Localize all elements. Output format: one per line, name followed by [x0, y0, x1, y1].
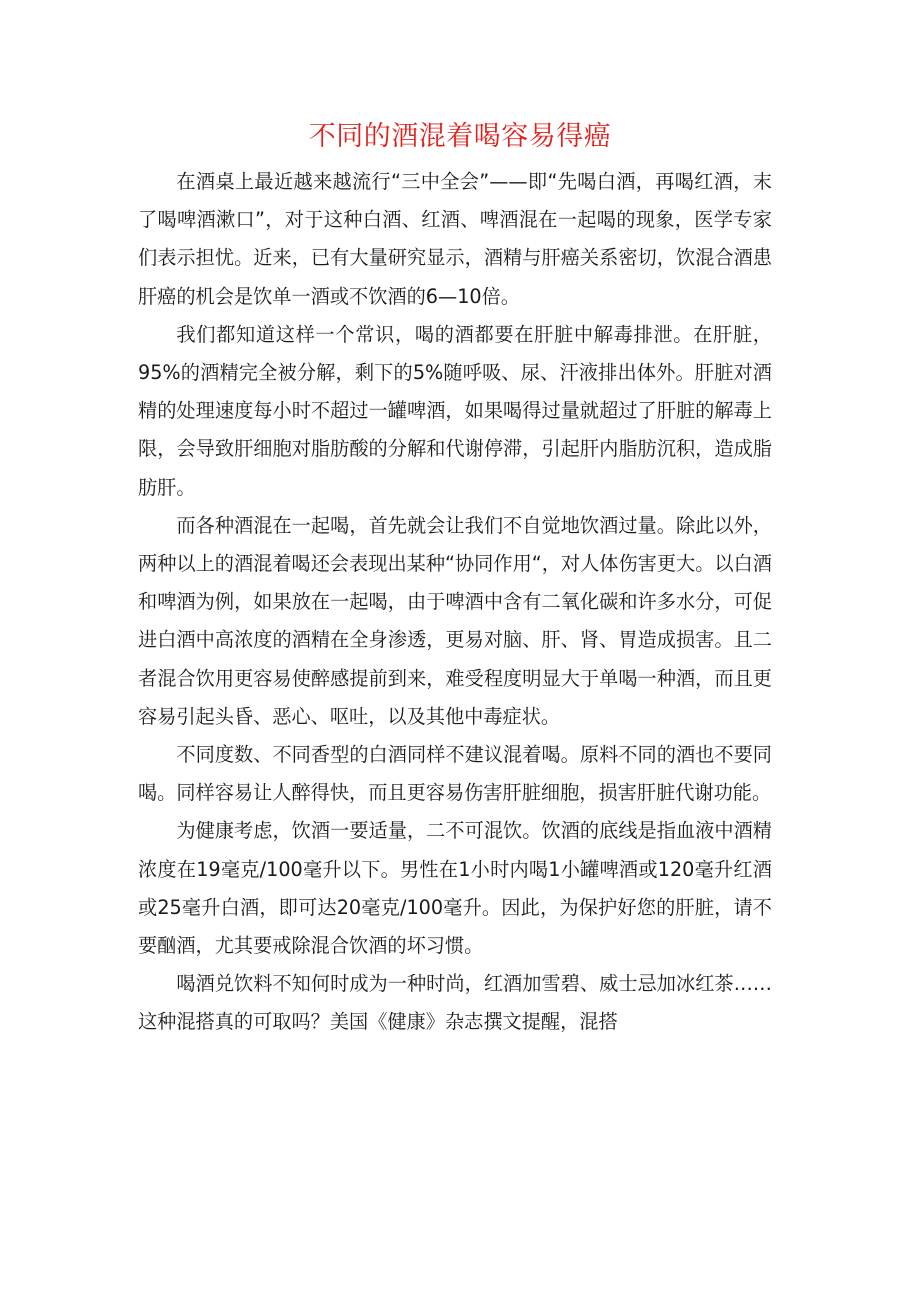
paragraph: 为健康考虑，饮酒一要适量，二不可混饮。饮酒的底线是指血液中酒精浓度在19毫克/100毫升以下。男性在1小时内喝1小罐啤酒或120毫升红酒或25毫升白酒，即可达20毫克/100毫升。因此，为保护好您的肝脏，请不要酗酒，尤其要戒除混合饮酒的坏习惯。: [138, 819, 772, 958]
paragraph: 我们都知道这样一个常识，喝的酒都要在肝脏中解毒排泄。在肝脏，95%的酒精完全被分解，剩下的5%随呼吸、尿、汗液排出体外。肝脏对酒精的处理速度每小时不超过一罐啤酒，如果喝得过量就超过了肝脏的解毒上限，会导致肝细胞对脂肪酸的分解和代谢停滞，引起肝内脂肪沉积，造成脂肪肝。: [138, 322, 772, 499]
document-body: [138, 163, 772, 1042]
document-title: 不同的酒混着喝容易得癌: [308, 121, 612, 152]
paragraph: 而各种酒混在一起喝，首先就会让我们不自觉地饮酒过量。除此以外，两种以上的酒混着喝还会表现出某种“协同作用“，对人体伤害更大。以白酒和啤酒为例，如果放在一起喝，由于啤酒中含有二氧化碳和许多水分，可促进白酒中高浓度的酒精在全身渗透，更易对脑、肝、肾、胃造成损害。且二者混合饮用更容易使醉感提前到来，难受程度明显大于单喝一种酒，而且更容易引起头昏、恶心、呕吐，以及其他中毒症状。: [138, 513, 772, 728]
paragraph: 不同度数、不同香型的白酒同样不建议混着喝。原料不同的酒也不要同喝。同样容易让人醉得快，而且更容易伤害肝脏细胞，损害肝脏代谢功能。: [138, 743, 772, 805]
paragraph: 在酒桌上最近越来越流行“三中全会”——即“先喝白酒，再喝红酒，末了喝啤酒漱口”，对于这种白酒、红酒、啤酒混在一起喝的现象，医学专家们表示担忧。近来，已有大量研究显示，酒精与肝癌关系密切，饮混合酒患肝癌的机会是饮单一酒或不饮酒的6—10倍。: [138, 170, 772, 308]
paragraph: 喝酒兑饮料不知何时成为一种时尚，红酒加雪碧、威士忌加冰红茶……这种混搭真的可取吗？美国《健康》杂志撰文提醒，混搭: [138, 972, 772, 1034]
